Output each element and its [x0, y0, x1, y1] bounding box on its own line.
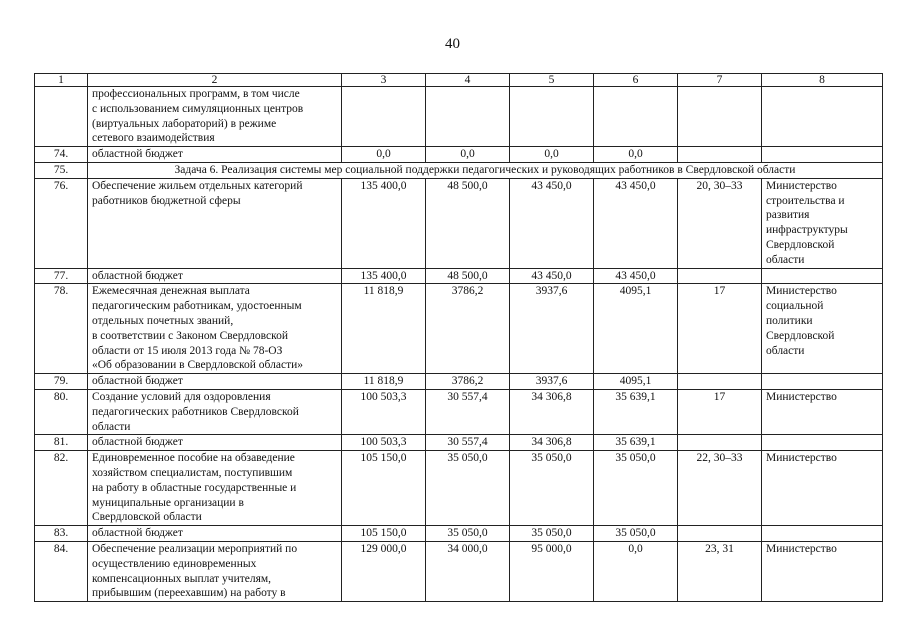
value-col-6: 0,0 [594, 541, 678, 601]
value-col-4: 30 557,4 [426, 389, 510, 434]
value-col-3: 0,0 [342, 147, 426, 163]
responsible-executor [762, 435, 883, 451]
value-col-6: 35 639,1 [594, 389, 678, 434]
value-col-4 [426, 87, 510, 147]
table-row [35, 541, 883, 601]
value-col-6: 35 050,0 [594, 451, 678, 526]
row-number: 82. [35, 451, 88, 526]
column-header: 4 [426, 74, 510, 87]
value-col-4: 35 050,0 [426, 451, 510, 526]
row-number: 78. [35, 284, 88, 374]
column-header: 7 [678, 74, 762, 87]
value-col-3: 100 503,3 [342, 389, 426, 434]
value-col-3: 105 150,0 [342, 451, 426, 526]
row-description: Создание условий для оздоровления педагогических работников Свердловской области [88, 389, 342, 434]
column-header: 3 [342, 74, 426, 87]
value-col-3: 135 400,0 [342, 268, 426, 284]
table-row [35, 451, 883, 526]
table-row [35, 526, 883, 542]
value-col-5 [510, 87, 594, 147]
target-indicator-refs [678, 87, 762, 147]
row-number: 84. [35, 541, 88, 601]
column-header: 1 [35, 74, 88, 87]
table-row [35, 162, 883, 178]
row-number: 79. [35, 374, 88, 390]
row-number: 75. [35, 162, 88, 178]
table-row [35, 87, 883, 147]
responsible-executor [762, 374, 883, 390]
responsible-executor [762, 268, 883, 284]
value-col-3: 105 150,0 [342, 526, 426, 542]
target-indicator-refs [678, 435, 762, 451]
row-description: областной бюджет [88, 435, 342, 451]
row-description: Ежемесячная денежная выплата педагогическим работникам, удостоенным отдельных почетных званий, в соответствии с Законом Свердловской области от 15 июля 2013 года № 78-ОЗ «Об образовании в Свердловской области» [88, 284, 342, 374]
row-number: 80. [35, 389, 88, 434]
value-col-4: 30 557,4 [426, 435, 510, 451]
table-row [35, 268, 883, 284]
value-col-5: 3937,6 [510, 374, 594, 390]
value-col-4: 48 500,0 [426, 178, 510, 268]
value-col-4: 48 500,0 [426, 268, 510, 284]
row-number: 83. [35, 526, 88, 542]
row-number: 81. [35, 435, 88, 451]
row-description: областной бюджет [88, 147, 342, 163]
value-col-4: 3786,2 [426, 284, 510, 374]
row-description: областной бюджет [88, 374, 342, 390]
target-indicator-refs: 22, 30–33 [678, 451, 762, 526]
page-number: 40 [445, 36, 460, 52]
value-col-3: 11 818,9 [342, 374, 426, 390]
row-description: областной бюджет [88, 526, 342, 542]
program-table [34, 73, 883, 602]
responsible-executor [762, 147, 883, 163]
row-number: 77. [35, 268, 88, 284]
value-col-6: 43 450,0 [594, 268, 678, 284]
target-indicator-refs [678, 526, 762, 542]
table-row [35, 389, 883, 434]
row-number: 74. [35, 147, 88, 163]
column-header: 5 [510, 74, 594, 87]
value-col-5: 43 450,0 [510, 268, 594, 284]
value-col-6: 35 639,1 [594, 435, 678, 451]
column-header: 8 [762, 74, 883, 87]
value-col-5: 34 306,8 [510, 435, 594, 451]
target-indicator-refs: 20, 30–33 [678, 178, 762, 268]
value-col-5: 95 000,0 [510, 541, 594, 601]
row-description: профессиональных программ, в том числе с использованием симуляционных центров (виртуальных лабораторий) в режиме сетевого взаимодействия [88, 87, 342, 147]
target-indicator-refs [678, 374, 762, 390]
responsible-executor [762, 87, 883, 147]
value-col-5: 3937,6 [510, 284, 594, 374]
responsible-executor: Министерство строительства и развития инфраструктуры Свердловской области [762, 178, 883, 268]
column-header: 2 [88, 74, 342, 87]
value-col-6: 4095,1 [594, 284, 678, 374]
value-col-5: 43 450,0 [510, 178, 594, 268]
value-col-3: 100 503,3 [342, 435, 426, 451]
responsible-executor: Министерство [762, 389, 883, 434]
value-col-6: 35 050,0 [594, 526, 678, 542]
value-col-4: 35 050,0 [426, 526, 510, 542]
value-col-4: 34 000,0 [426, 541, 510, 601]
value-col-3: 135 400,0 [342, 178, 426, 268]
table-row [35, 284, 883, 374]
table-row [35, 374, 883, 390]
value-col-6: 43 450,0 [594, 178, 678, 268]
value-col-5: 34 306,8 [510, 389, 594, 434]
table-row [35, 178, 883, 268]
table-row [35, 147, 883, 163]
value-col-5: 35 050,0 [510, 526, 594, 542]
value-col-5: 35 050,0 [510, 451, 594, 526]
table-header-row [35, 74, 883, 87]
target-indicator-refs: 17 [678, 284, 762, 374]
target-indicator-refs [678, 147, 762, 163]
column-header: 6 [594, 74, 678, 87]
value-col-6: 4095,1 [594, 374, 678, 390]
value-col-4: 3786,2 [426, 374, 510, 390]
responsible-executor: Министерство [762, 451, 883, 526]
value-col-6 [594, 87, 678, 147]
responsible-executor: Министерство социальной политики Свердловской области [762, 284, 883, 374]
value-col-5: 0,0 [510, 147, 594, 163]
row-description: Единовременное пособие на обзаведение хозяйством специалистам, поступившим на работу в областные государственные и муниципальные организации в Свердловской области [88, 451, 342, 526]
row-number: 76. [35, 178, 88, 268]
value-col-6: 0,0 [594, 147, 678, 163]
table-row [35, 435, 883, 451]
task-heading: Задача 6. Реализация системы мер социальной поддержки педагогических и руководящих работников в Свердловской области [88, 162, 883, 178]
value-col-4: 0,0 [426, 147, 510, 163]
value-col-3: 129 000,0 [342, 541, 426, 601]
target-indicator-refs [678, 268, 762, 284]
row-description: областной бюджет [88, 268, 342, 284]
row-description: Обеспечение реализации мероприятий по осуществлению единовременных компенсационных выплат учителям, прибывшим (переехавшим) на работу в [88, 541, 342, 601]
responsible-executor [762, 526, 883, 542]
row-description: Обеспечение жильем отдельных категорий работников бюджетной сферы [88, 178, 342, 268]
value-col-3 [342, 87, 426, 147]
value-col-3: 11 818,9 [342, 284, 426, 374]
target-indicator-refs: 23, 31 [678, 541, 762, 601]
row-number [35, 87, 88, 147]
target-indicator-refs: 17 [678, 389, 762, 434]
responsible-executor: Министерство [762, 541, 883, 601]
